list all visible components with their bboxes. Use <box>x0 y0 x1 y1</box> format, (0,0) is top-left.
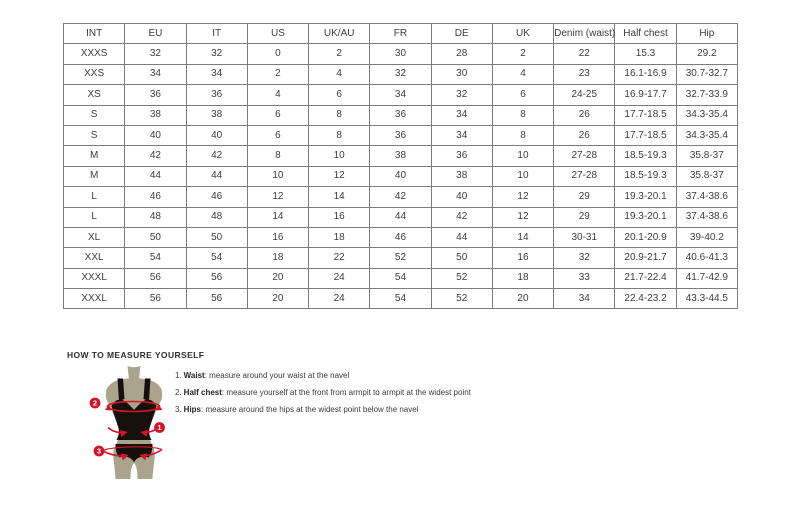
size-cell: 42 <box>431 207 492 227</box>
measure-steps <box>175 367 471 418</box>
table-row <box>64 268 738 288</box>
table-header-row <box>64 24 738 44</box>
size-cell: S <box>64 125 125 145</box>
table-row <box>64 289 738 309</box>
badge-chest <box>90 398 101 409</box>
size-cell: 39-40.2 <box>676 227 737 247</box>
size-table-body <box>64 44 738 309</box>
size-cell: 40.6-41.3 <box>676 248 737 268</box>
size-cell: 4 <box>492 64 553 84</box>
column-header: UK <box>492 24 553 44</box>
size-cell: 21.7-22.4 <box>615 268 676 288</box>
size-cell: 37.4-38.6 <box>676 187 737 207</box>
size-cell: 20.1-20.9 <box>615 227 676 247</box>
size-cell: 16 <box>492 248 553 268</box>
size-cell: 48 <box>125 207 186 227</box>
size-cell: 38 <box>431 166 492 186</box>
size-cell: 34 <box>431 105 492 125</box>
table-row <box>64 227 738 247</box>
size-cell: 22.4-23.2 <box>615 289 676 309</box>
step-number: 2. <box>175 388 182 397</box>
size-cell: 6 <box>247 125 308 145</box>
size-cell: 35.8-37 <box>676 146 737 166</box>
size-cell: 34 <box>186 64 247 84</box>
size-cell: 50 <box>431 248 492 268</box>
size-cell: 37.4-38.6 <box>676 207 737 227</box>
size-cell: 29.2 <box>676 44 737 64</box>
size-cell: 54 <box>370 268 431 288</box>
size-cell: 24-25 <box>554 85 615 105</box>
size-cell: 54 <box>186 248 247 268</box>
size-cell: 50 <box>125 227 186 247</box>
size-cell: 56 <box>125 289 186 309</box>
size-cell: 20.9-21.7 <box>615 248 676 268</box>
size-cell: 4 <box>309 64 370 84</box>
badge-hips <box>94 446 105 457</box>
size-cell: XXXS <box>64 44 125 64</box>
size-cell: 56 <box>186 289 247 309</box>
size-cell: 34 <box>370 85 431 105</box>
step-term: Hips <box>183 405 202 414</box>
size-cell: 18 <box>492 268 553 288</box>
size-cell: 4 <box>247 85 308 105</box>
size-cell: XL <box>64 227 125 247</box>
size-cell: XS <box>64 85 125 105</box>
table-row <box>64 207 738 227</box>
size-cell: 10 <box>247 166 308 186</box>
size-cell: 6 <box>247 105 308 125</box>
column-header: Hip <box>676 24 737 44</box>
step-term: Half chest <box>183 388 222 397</box>
column-header: US <box>247 24 308 44</box>
size-cell: 18 <box>247 248 308 268</box>
size-cell: 12 <box>492 207 553 227</box>
size-cell: 12 <box>492 187 553 207</box>
table-row <box>64 125 738 145</box>
size-cell: 34 <box>125 64 186 84</box>
column-header: UK/AU <box>309 24 370 44</box>
size-cell: L <box>64 187 125 207</box>
column-header: Half chest <box>615 24 676 44</box>
size-cell: 36 <box>125 85 186 105</box>
column-header: DE <box>431 24 492 44</box>
size-cell: S <box>64 105 125 125</box>
size-cell: 50 <box>186 227 247 247</box>
step-number: 1. <box>175 371 182 380</box>
size-cell: 24 <box>309 268 370 288</box>
size-cell: 44 <box>431 227 492 247</box>
size-cell: 12 <box>309 166 370 186</box>
size-cell: 35.8-37 <box>676 166 737 186</box>
size-cell: 2 <box>492 44 553 64</box>
size-cell: 19.3-20.1 <box>615 187 676 207</box>
size-cell: 20 <box>492 289 553 309</box>
size-cell: 54 <box>125 248 186 268</box>
size-cell: 36 <box>431 146 492 166</box>
table-row <box>64 248 738 268</box>
size-cell: 32 <box>370 64 431 84</box>
size-cell: 44 <box>186 166 247 186</box>
size-cell: 26 <box>554 125 615 145</box>
size-cell: 43.3-44.5 <box>676 289 737 309</box>
table-row <box>64 166 738 186</box>
size-cell: 18.5-19.3 <box>615 146 676 166</box>
size-cell: 10 <box>309 146 370 166</box>
column-header: IT <box>186 24 247 44</box>
step-text: : measure around the hips at the widest point below the navel <box>201 405 419 414</box>
svg-text:3: 3 <box>96 446 102 456</box>
size-cell: 6 <box>492 85 553 105</box>
size-cell: 14 <box>309 187 370 207</box>
size-cell: 33 <box>554 268 615 288</box>
size-cell: 16.1-16.9 <box>615 64 676 84</box>
size-cell: 32 <box>431 85 492 105</box>
size-cell: 52 <box>431 289 492 309</box>
size-cell: 12 <box>247 187 308 207</box>
size-cell: 56 <box>125 268 186 288</box>
table-row <box>64 105 738 125</box>
size-cell: 40 <box>370 166 431 186</box>
size-cell: 27-28 <box>554 166 615 186</box>
size-cell: 17.7-18.5 <box>615 125 676 145</box>
table-row <box>64 44 738 64</box>
size-cell: 8 <box>309 105 370 125</box>
size-cell: 48 <box>186 207 247 227</box>
size-cell: 36 <box>370 125 431 145</box>
size-cell: 2 <box>309 44 370 64</box>
size-cell: 52 <box>431 268 492 288</box>
size-cell: 20 <box>247 268 308 288</box>
size-cell: 27-28 <box>554 146 615 166</box>
size-cell: 14 <box>247 207 308 227</box>
size-cell: 38 <box>186 105 247 125</box>
size-cell: 22 <box>309 248 370 268</box>
size-cell: 46 <box>125 187 186 207</box>
size-cell: XXXL <box>64 268 125 288</box>
size-cell: 34 <box>554 289 615 309</box>
size-cell: 14 <box>492 227 553 247</box>
measure-step-half-chest <box>175 384 471 401</box>
size-cell: 42 <box>370 187 431 207</box>
size-cell: 15.3 <box>615 44 676 64</box>
size-cell: 44 <box>370 207 431 227</box>
size-cell: 2 <box>247 64 308 84</box>
size-cell: 18 <box>309 227 370 247</box>
size-cell: 42 <box>186 146 247 166</box>
column-header: INT <box>64 24 125 44</box>
badge-waist <box>154 422 165 433</box>
size-cell: 16 <box>247 227 308 247</box>
size-cell: 38 <box>370 146 431 166</box>
size-cell: XXS <box>64 64 125 84</box>
size-cell: 26 <box>554 105 615 125</box>
size-cell: 8 <box>309 125 370 145</box>
size-cell: 10 <box>492 166 553 186</box>
size-cell: 18.5-19.3 <box>615 166 676 186</box>
size-cell: 42 <box>125 146 186 166</box>
size-cell: 32 <box>186 44 247 64</box>
size-cell: 32 <box>554 248 615 268</box>
size-cell: M <box>64 146 125 166</box>
size-cell: 56 <box>186 268 247 288</box>
table-row <box>64 64 738 84</box>
size-cell: 10 <box>492 146 553 166</box>
size-cell: M <box>64 166 125 186</box>
size-cell: 40 <box>431 187 492 207</box>
size-cell: 8 <box>492 105 553 125</box>
table-row <box>64 85 738 105</box>
size-cell: 44 <box>125 166 186 186</box>
size-cell: 34 <box>431 125 492 145</box>
size-table <box>63 23 738 309</box>
size-cell: 40 <box>125 125 186 145</box>
table-row <box>64 187 738 207</box>
size-cell: 24 <box>309 289 370 309</box>
size-cell: 30 <box>431 64 492 84</box>
size-cell: 40 <box>186 125 247 145</box>
size-cell: 54 <box>370 289 431 309</box>
size-cell: 16.9-17.7 <box>615 85 676 105</box>
size-cell: 41.7-42.9 <box>676 268 737 288</box>
size-cell: 34.3-35.4 <box>676 105 737 125</box>
size-cell: 8 <box>247 146 308 166</box>
size-cell: XXL <box>64 248 125 268</box>
size-cell: L <box>64 207 125 227</box>
size-cell: 46 <box>186 187 247 207</box>
size-cell: 38 <box>125 105 186 125</box>
size-cell: 36 <box>370 105 431 125</box>
table-row <box>64 146 738 166</box>
step-text: : measure yourself at the front from armpit to armpit at the widest point <box>221 388 471 397</box>
size-cell: 23 <box>554 64 615 84</box>
size-cell: 22 <box>554 44 615 64</box>
size-cell: 16 <box>309 207 370 227</box>
measure-step-waist <box>175 367 471 384</box>
size-cell: 29 <box>554 207 615 227</box>
size-cell: 32.7-33.9 <box>676 85 737 105</box>
size-cell: 8 <box>492 125 553 145</box>
measure-heading: HOW TO MEASURE YOURSELF <box>67 350 205 360</box>
size-cell: 46 <box>370 227 431 247</box>
size-cell: 20 <box>247 289 308 309</box>
measure-step-hips <box>175 401 471 418</box>
column-header: Denim (waist) <box>554 24 615 44</box>
size-cell: 6 <box>309 85 370 105</box>
size-cell: 34.3-35.4 <box>676 125 737 145</box>
column-header: FR <box>370 24 431 44</box>
step-number: 3. <box>175 405 182 414</box>
size-cell: 36 <box>186 85 247 105</box>
size-cell: 17.7-18.5 <box>615 105 676 125</box>
size-cell: 30 <box>370 44 431 64</box>
size-cell: 29 <box>554 187 615 207</box>
step-term: Waist <box>183 371 205 380</box>
size-cell: 32 <box>125 44 186 64</box>
svg-text:2: 2 <box>92 398 98 408</box>
size-cell: 19.3-20.1 <box>615 207 676 227</box>
column-header: EU <box>125 24 186 44</box>
step-text: : measure around your waist at the navel <box>204 371 350 380</box>
size-cell: 28 <box>431 44 492 64</box>
size-cell: XXXL <box>64 289 125 309</box>
mannequin-neck <box>128 366 141 380</box>
svg-text:1: 1 <box>157 423 162 433</box>
size-cell: 30-31 <box>554 227 615 247</box>
size-cell: 0 <box>247 44 308 64</box>
size-cell: 52 <box>370 248 431 268</box>
size-cell: 30.7-32.7 <box>676 64 737 84</box>
